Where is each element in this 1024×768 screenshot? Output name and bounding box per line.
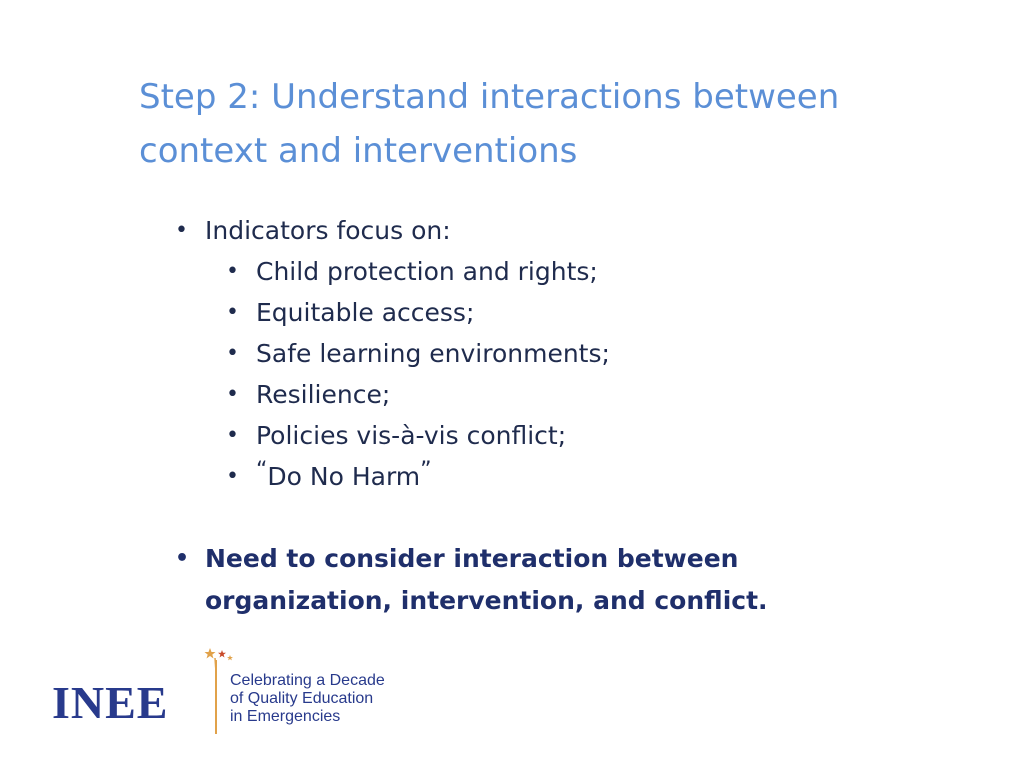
- bullet-dot: •: [226, 464, 239, 489]
- logo-tagline: [230, 672, 385, 726]
- bullet-dot: •: [226, 259, 239, 284]
- sub-bullet: [226, 298, 475, 328]
- bullet-dot: •: [226, 300, 239, 325]
- sub-bullet: [226, 257, 598, 287]
- bold-bullet-line-1: Need to consider interaction between: [205, 544, 739, 573]
- logo-tagline-line-3: in Emergencies: [230, 708, 341, 725]
- sub-bullet-text: Equitable access;: [256, 298, 475, 327]
- bullet-text: Indicators focus on:: [205, 216, 451, 245]
- sub-bullet: [226, 339, 610, 369]
- sub-bullet-do-no-harm: [226, 458, 432, 494]
- bullet-dot: •: [226, 382, 239, 407]
- sub-bullet-text: Resilience;: [256, 380, 391, 409]
- bullet-interaction-continued: [205, 586, 768, 616]
- logo-divider: [215, 660, 217, 734]
- sub-bullet: [226, 421, 567, 451]
- sub-bullet-text: Child protection and rights;: [256, 257, 598, 286]
- do-no-harm-text: Do No Harm: [267, 462, 421, 491]
- logo-tagline-line-2: of Quality Education: [230, 690, 374, 707]
- stars-icon: [200, 646, 236, 672]
- logo-wordmark: INEE: [52, 677, 169, 728]
- sub-bullet-text: Safe learning environments;: [256, 339, 610, 368]
- sub-bullet-text: Policies vis-à-vis conflict;: [256, 421, 567, 450]
- open-quote: “: [256, 458, 268, 483]
- logo-tagline-line-1: Celebrating a Decade: [230, 672, 385, 689]
- bullet-indicators: [175, 216, 451, 246]
- close-quote: ”: [420, 458, 432, 483]
- bullet-dot: •: [175, 546, 190, 571]
- bold-bullet-line-2: organization, intervention, and conflict.: [205, 586, 768, 615]
- inee-logo: [52, 646, 472, 746]
- bullet-dot: •: [226, 423, 239, 448]
- slide-title-line-1: Step 2: Understand interactions between: [139, 77, 840, 117]
- bullet-dot: •: [226, 341, 239, 366]
- sub-bullet: [226, 380, 391, 410]
- slide-title-line-2: context and interventions: [139, 131, 578, 171]
- bullet-interaction: [175, 544, 739, 574]
- bullet-dot: •: [175, 218, 188, 243]
